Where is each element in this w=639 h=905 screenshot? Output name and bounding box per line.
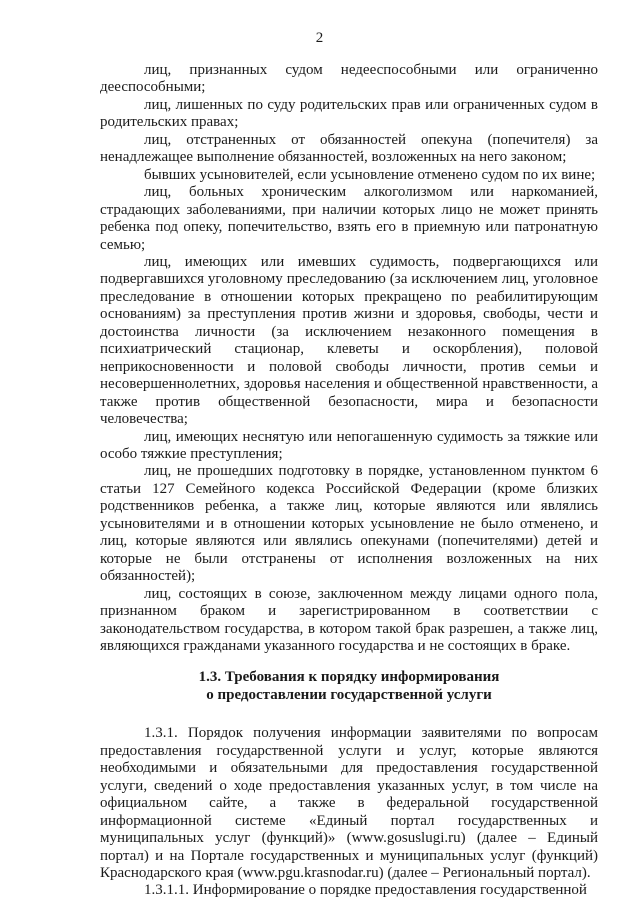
paragraph-1-3-1: 1.3.1. Порядок получения информации заявителями по вопросам предоставления государственной услуги и услуг, которые являются необходимыми и обязательными для предоставления государственной услуги, сведений о ходе предоставления указанных услуг, в том числе на официальном сайте, а также в федеральной государственной информационной системе «Единый портал государственных и муниципальных услуг (функций)» (www.gosuslugi.ru) (далее – Единый портал) и на Портале государственных и муниципальных услуг (функций) Краснодарского края (www.pgu.krasnodar.ru) (далее – Региональный портал). (100, 725, 598, 882)
section-heading-line-2: о предоставлении государственной услуги (206, 686, 492, 703)
paragraph-incapacitated: лиц, признанных судом недееспособными или ограниченно дееспособными; (100, 62, 598, 96)
paragraph-no-training: лиц, не прошедших подготовку в порядке, установленном пунктом 6 статьи 127 Семейного кодекса Российской Федерации (кроме близких родственников ребенка, а также лиц, которые являются или являлись усыновителями и в отношении которых усыновление не было отменено, и лиц, которые являются или являлись опекунами (попечителями) детей и которые не были отстранены от исполнения возложенных на них обязанностей); (100, 463, 598, 585)
paragraph-1-3-1-1: 1.3.1.1. Информирование о порядке предоставления государственной (144, 882, 587, 899)
paragraph-chronic-illness: лиц, больных хроническим алкоголизмом или наркоманией, страдающих заболеваниями, при наличии которых лицо не может принять ребенка под опеку, попечительство, взять его в приемную или патронатную семью; (100, 184, 598, 253)
paragraph-removed-guardians: лиц, отстраненных от обязанностей опекуна (попечителя) за ненадлежащее выполнение обязанностей, возложенных на него законом; (100, 131, 598, 166)
section-heading (100, 669, 598, 704)
paragraph-same-sex-union: лиц, состоящих в союзе, заключенном между лицами одного пола, признанном браком и зарегистрированном в соответствии с законодательством государства, в котором такой брак разрешен, а также лиц, являющихся гражданами указанного государства и не состоящих в браке. (100, 585, 598, 654)
section-heading-line-1: 1.3. Требования к порядку информирования (198, 669, 500, 686)
paragraph-serious-crimes: лиц, имеющих неснятую или непогашенную судимость за тяжкие или особо тяжкие преступления; (100, 428, 598, 462)
paragraph-deprived-parental-rights: лиц, лишенных по суду родительских прав или ограниченных судом в родительских правах; (100, 96, 598, 131)
paragraph-criminal-record: лиц, имеющих или имевших судимость, подвергающихся или подвергавшихся уголовному преследованию (за исключением лиц, уголовное преследование в отношении которых прекращено по реабилитирующим основаниям) за преступления против жизни и здоровья, свободы, чести и достоинства личности (за исключением незаконного помещения в психиатрический стационар, клеветы и оскорбления), половой неприкосновенности и половой свободы личности, против семьи и несовершеннолетних, здоровья населения и общественной нравственности, а также против общественной безопасности, мира и безопасности человечества; (100, 253, 598, 428)
document-body (100, 62, 598, 900)
paragraph-former-adopters: бывших усыновителей, если усыновление отменено судом по их вине; (144, 166, 596, 183)
page-number: 2 (315, 30, 324, 46)
